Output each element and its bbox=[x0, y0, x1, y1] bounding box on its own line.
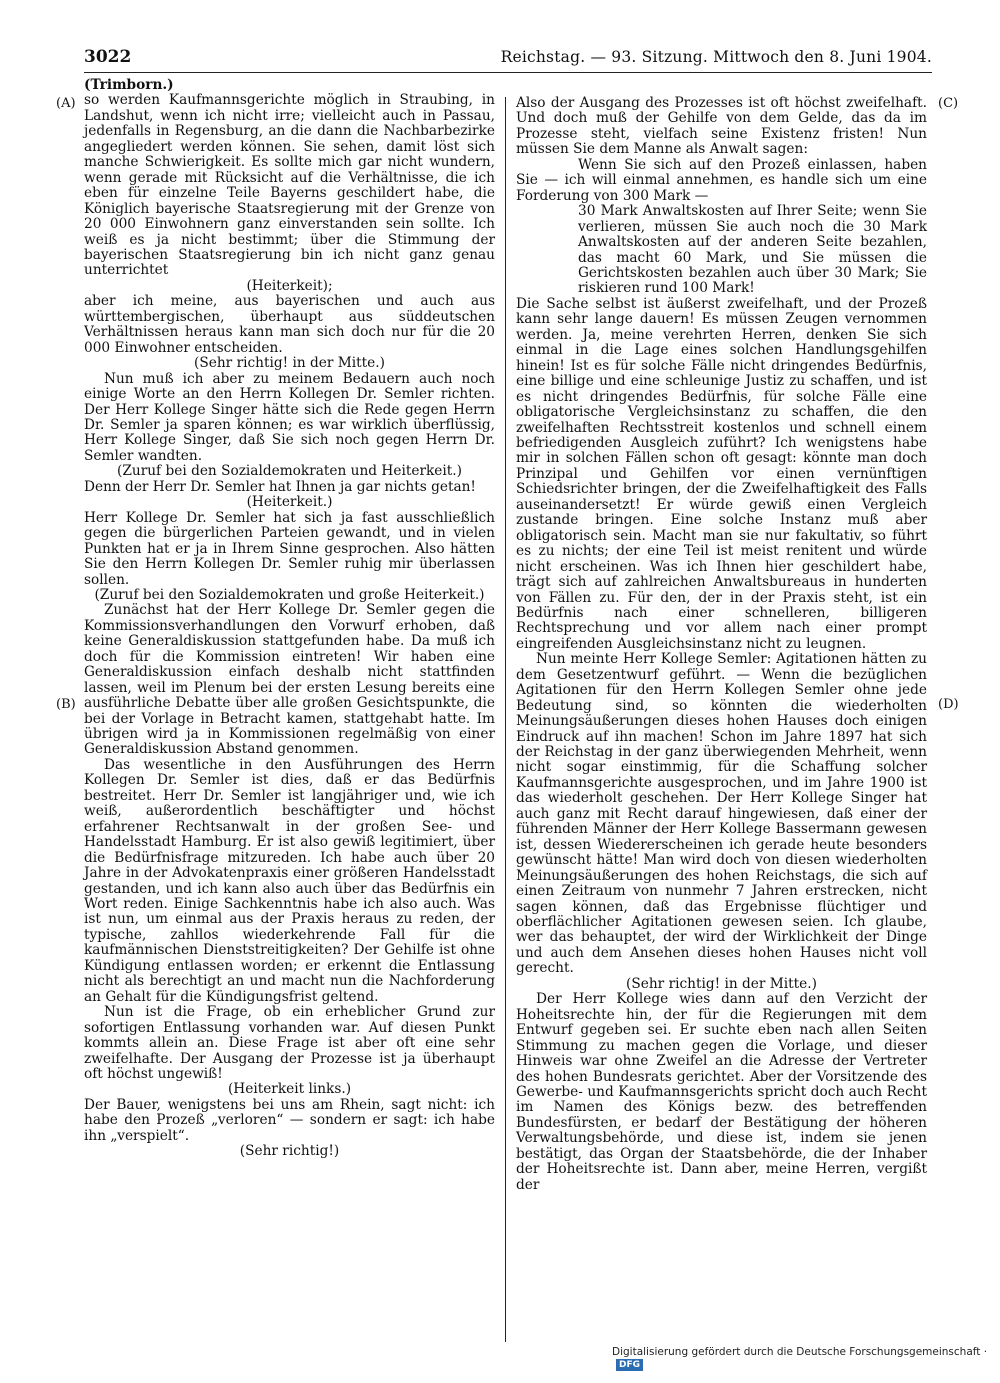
margin-label-b: (B) bbox=[56, 697, 76, 712]
interjection: (Zuruf bei den Sozialdemokraten und große Heiterkeit.) bbox=[94, 586, 485, 603]
margin-label-a: (A) bbox=[56, 96, 76, 111]
interjection: (Sehr richtig!) bbox=[239, 1143, 340, 1160]
speaker-name: (Trimborn.) bbox=[84, 77, 174, 93]
footer-text: Digitalisierung gefördert durch die Deutsche Forschungsgemeinschaft · bbox=[612, 1346, 988, 1358]
interjection: (Heiterkeit.) bbox=[246, 494, 333, 511]
paragraph: Nun meinte Herr Kollege Semler: Agitationen hätten zu dem Gesetzentwurf geführt. — Wenn die bezüglichen Agitationen für den Herrn Kollegen Semler ohne jede Bedeutung sind, so könnten die wiederholten Meinungsäußerungen dieses hohen Hauses doch einigen Eindruck auf ihn machen! Schon im Jahre 1897 hat sich der Reichstag in der ganz überwiegenden Mehrheit, wenn nicht sogar einstimmig, für die Schaffung solcher Kaufmannsgerichte ausgesprochen, und im Jahre 1900 ist das wiederholt geschehen. Der Herr Kollege Singer hat auch ganz mit Recht darauf hingewiesen, daß einer der führenden Männer der Herr Kollege Bassermann gewesen ist, dessen Wiedererscheinen ich gerade heute besonders gewünscht hätte! Man wird doch von diesen wiederholten Meinungsäußerungen des hohen Reichstags, die sich auf einen Zeitraum von nunmehr 7 Jahren erstrecken, nicht sagen können, daß das Ergebnisse flüchtiger und oberflächlicher Agitationen gewesen seien. Ich glaube, wer das behauptet, der wird der Wirklichkeit der Dinge und auch dem Ansehen dieses hohen Hauses nicht voll gerecht. bbox=[516, 651, 927, 977]
interjection: (Sehr richtig! in der Mitte.) bbox=[626, 975, 817, 992]
paragraph: Das wesentliche in den Ausführungen des Herrn Kollegen Dr. Semler ist dies, daß er das Bedürfnis bestreitet. Herr Dr. Semler ist langjähriger und, wie ich weiß, außerordentlich beschäftigter und höchst erfahrener Rechtsanwalt in der großen See- und Handelsstadt Hamburg. Er ist also gewiß legitimiert, über die Bedürfnisfrage mitzureden. Ich habe auch über 20 Jahre in der Advokatenpraxis einer größeren Handelsstadt gestanden, und ich kann also auch über das Bedürfnis ein Wort reden. Einige Sachkenntnis habe ich also auch. Was ist nun, um einmal aus der Praxis heraus zu reden, der typische, zahllos wiederkehrende Fall für die kaufmännischen Dienststreitigkeiten? Der Gehilfe ist ohne Kündigung entlassen worden; er erkennt die Entlassung nicht als berechtigt an und macht nun die Nachforderung an Gehalt für die Kündigungsfrist geltend. bbox=[84, 756, 495, 1005]
dfg-logo: DFG bbox=[616, 1359, 643, 1371]
left-column bbox=[84, 78, 495, 1160]
page-number: 3022 bbox=[84, 47, 132, 67]
page-header bbox=[84, 47, 932, 71]
footer-credit bbox=[612, 1346, 1000, 1371]
paragraph: Der Bauer, wenigstens bei uns am Rhein, sagt nicht: ich habe den Prozeß „verloren“ — sondern er sagt: ich habe ihn „verspielt“. bbox=[84, 1096, 495, 1144]
paragraph: Denn der Herr Dr. Semler hat Ihnen ja gar nichts getan! bbox=[84, 478, 476, 495]
header-rule bbox=[84, 72, 932, 73]
paragraph: Wenn Sie sich auf den Prozeß einlassen, haben Sie — ich will einmal annehmen, es handle sich um eine Forderung von 300 Mark — bbox=[516, 156, 927, 204]
interjection: (Heiterkeit links.) bbox=[227, 1081, 352, 1098]
margin-label-d: (D) bbox=[938, 697, 959, 712]
interjection: (Heiterkeit); bbox=[246, 277, 333, 294]
paragraph: Herr Kollege Dr. Semler hat sich ja fast ausschließlich gegen die bürgerlichen Parteien gewandt, und in vielen Punkten hat er ja in Ihrem Sinne gesprochen. Also hätten Sie den Herrn Kollegen Dr. Semler ruhig mir überlassen sollen. bbox=[84, 509, 495, 588]
paragraph: Nun ist die Frage, ob ein erheblicher Grund zur sofortigen Entlassung vorhanden war. Auf diesen Punkt kommts allein an. Diese Frage ist aber oft eine sehr zweifelhafte. Der Ausgang der Prozesse ist ja überhaupt oft höchst ungewiß! bbox=[84, 1004, 495, 1082]
paragraph: 30 Mark Anwaltskosten auf Ihrer Seite; wenn Sie verlieren, müssen Sie auch noch die 30 Mark Anwaltskosten auf der anderen Seite bezahlen, das macht 60 Mark, und Sie müssen die Gerichtskosten bezahlen auch über 30 Mark; Sie riskieren rund 100 Mark! bbox=[578, 203, 927, 297]
column-rule bbox=[505, 97, 506, 1342]
margin-label-c: (C) bbox=[938, 96, 959, 111]
paragraph: Nun muß ich aber zu meinem Bedauern auch noch einige Worte an den Herrn Kollegen Dr. Semler richten. Der Herr Kollege Singer hätte sich die Rede gegen Herrn Dr. Semler ja sparen können; es war wirklich überflüssig, Herr Kollege Singer, daß Sie sich noch gegen Herrn Dr. Semler wandten. bbox=[84, 370, 495, 464]
paragraph: aber ich meine, aus bayerischen und auch aus württembergischen, überhaupt aus süddeutschen Verhältnissen heraus kann man sich doch nur für die 20 000 Einwohner entscheiden. bbox=[84, 293, 495, 356]
paragraph: Zunächst hat der Herr Kollege Dr. Semler gegen die Kommissionsverhandlungen den Vorwurf erhoben, daß keine Generaldiskussion stattgefunden habe. Da muß ich doch für die Kommission eintreten! Wir haben eine Generaldiskussion einfach deshalb nicht stattfinden lassen, weil im Plenum bei der ersten Lesung bereits eine ausführliche Debatte über alle großen Gesichtspunkte, die bei der Vorlage in Betracht kamen, stattgehabt hatte. Im übrigen wird ja in Kommissionen regelmäßig von einer Generaldiskussion Abstand genommen. bbox=[84, 602, 495, 758]
interjection: (Sehr richtig! in der Mitte.) bbox=[194, 355, 385, 372]
paragraph: Die Sache selbst ist äußerst zweifelhaft, und der Prozeß kann sehr lange dauern! Es müssen Zeugen vernommen werden. Ja, meine verehrten Herren, denken Sie sich einmal in die Lage eines solchen Handlungsgehilfen hinein! Ist es für solche Fälle nicht dringendes Bedürfnis, eine billige und eine schleunige Justiz zu schaffen, und ist es nicht dringendes Bedürfnis, für solche Fälle eine obligatorische Vergleichsinstanz zu schaffen, die den zweifelhaften Rechtsstreit kostenlos und schnell einem befriedigenden Ausgleich zuführt? Ich wenigstens habe mir in solchen Fällen schon oft gesagt: könnte man doch Prinzipal und Gehilfen vor einen vernünftigen Schiedsrichter bringen, der die Zweifelhaftigkeit des Falls auseinandersetzt! Er würde gewiß einen Vergleich zustande bringen. Eine solche Instanz muß aber obligatorisch sein. Macht man sie nur fakultativ, so führt es zu nichts; der eine Teil ist meist renitent und würde nicht erscheinen. Was ich Ihnen hier geschildert habe, trägt sich auf zahlreichen Anwaltsbureaus in hunderten von Fällen zu. Für den, der in der Praxis steht, ist ein Bedürfnis nach einer schnelleren, billigeren Rechtsprechung und vor allem nach einer prompt eingreifenden Ausgleichsinstanz nicht zu leugnen. bbox=[516, 295, 927, 652]
running-title: Reichstag. — 93. Sitzung. Mittwoch den 8. Juni 1904. bbox=[500, 48, 932, 66]
interjection: (Zuruf bei den Sozialdemokraten und Heiterkeit.) bbox=[117, 463, 462, 480]
paragraph: Also der Ausgang des Prozesses ist oft höchst zweifelhaft. Und doch muß der Gehilfe von dem Gelde, das da im Prozesse steht, vielfach seine Existenz fristen! Nun müssen Sie dem Manne als Anwalt sagen: bbox=[516, 95, 927, 158]
right-column bbox=[516, 96, 927, 1193]
paragraph: Der Herr Kollege wies dann auf den Verzicht der Hoheitsrechte hin, der für die Regierungen mit dem Entwurf gegeben sei. Er suchte eben nach allen Seiten Stimmung zu machen gegen die Vorlage, und dieser Hinweis war ohne Zweifel an die Adresse der Vertreter des hohen Bundesrats gerichtet. Aber der Vorsitzende des Gewerbe- und Kaufmannsgerichts spricht doch auch Recht im Namen des Königs bezw. des betreffenden Bundesfürsten, er bedarf der Bestätigung der höheren Verwaltungsbehörde, und diese ist, indem sie jenen bestätigt, das Organ der Staatsbehörde, die der Inhaber der Hoheitsrechte ist. Dann aber, meine Herren, vergißt der bbox=[516, 991, 927, 1193]
paragraph: so werden Kaufmannsgerichte möglich in Straubing, in Landshut, wenn ich nicht irre; vielleicht auch in Passau, jedenfalls in Regensburg, an die dann die Nachbarbezirke angegliedert werden können. Sie sehen, damit löst sich manche Schwierigkeit. Es sollte mich gar nicht wundern, wenn gerade mit Rücksicht auf die Verhältnisse, die ich eben für einzelne Teile Bayerns geschildert habe, die Königlich bayerische Staatsregierung mit der Grenze von 20 000 Einwohnern ganz einverstanden sein sollte. Ich weiß es ja nicht bestimmt; über die Stimmung der bayerischen Staatsregierung bin ich nicht ganz genau unterrichtet bbox=[84, 92, 495, 279]
